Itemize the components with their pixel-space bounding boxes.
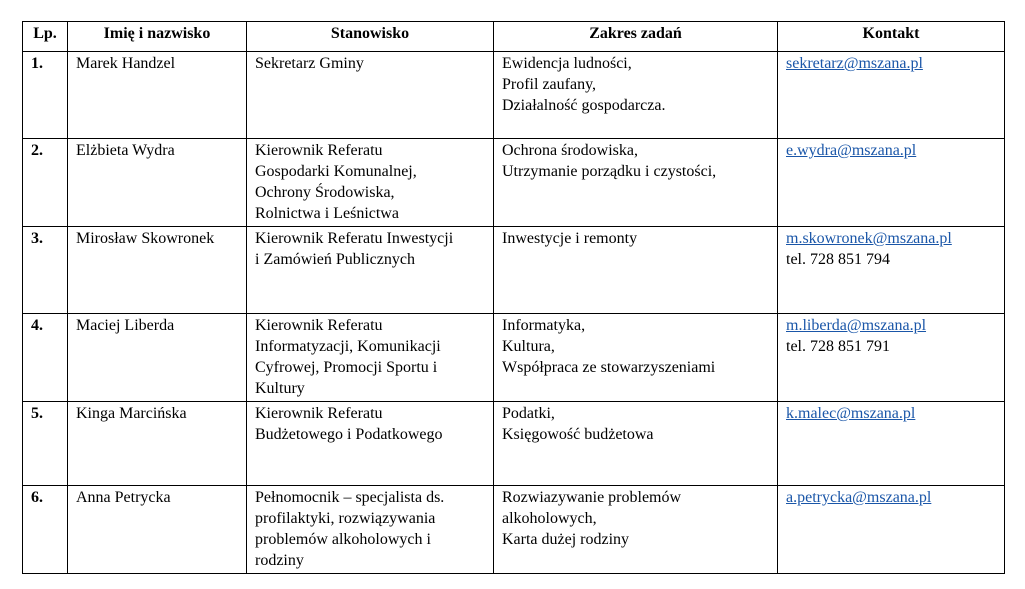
duty-line: Profil zaufany, xyxy=(502,76,597,93)
header-duties: Zakres zadań xyxy=(494,22,778,52)
position-cell xyxy=(247,139,494,227)
contact-cell xyxy=(778,314,1005,402)
header-row xyxy=(23,22,1005,52)
position-cell xyxy=(247,52,494,139)
table-row xyxy=(23,139,1005,227)
row-number: 1. xyxy=(23,52,68,139)
email-link[interactable]: a.petrycka@mszana.pl xyxy=(786,489,932,506)
position-line: problemów alkoholowych i xyxy=(255,531,431,548)
duty-line: Kultura, xyxy=(502,338,555,355)
duty-line: Utrzymanie porządku i czystości, xyxy=(502,163,717,180)
position-line: Kierownik Referatu Inwestycji xyxy=(255,230,454,247)
email-link[interactable]: m.liberda@mszana.pl xyxy=(786,317,927,334)
duties-cell xyxy=(494,402,778,486)
contact-cell xyxy=(778,402,1005,486)
position-line: Rolnictwa i Leśnictwa xyxy=(255,205,399,222)
position-line: Sekretarz Gminy xyxy=(255,55,364,72)
position-cell xyxy=(247,314,494,402)
person-name: Marek Handzel xyxy=(68,52,247,139)
duty-line: Współpraca ze stowarzyszeniami xyxy=(502,359,716,376)
person-name: Anna Petrycka xyxy=(68,486,247,574)
email-link[interactable]: k.malec@mszana.pl xyxy=(786,405,916,422)
table-row xyxy=(23,402,1005,486)
position-line: profilaktyki, rozwiązywania xyxy=(255,510,436,527)
row-number: 3. xyxy=(23,227,68,314)
table-row xyxy=(23,486,1005,574)
position-line: Pełnomocnik – specjalista ds. xyxy=(255,489,445,506)
header-lp: Lp. xyxy=(23,22,68,52)
duties-cell xyxy=(494,52,778,139)
duties-cell xyxy=(494,314,778,402)
email-link[interactable]: e.wydra@mszana.pl xyxy=(786,142,917,159)
duty-line: Ochrona środowiska, xyxy=(502,142,638,159)
contact-cell xyxy=(778,486,1005,574)
duty-line: Karta dużej rodziny xyxy=(502,531,630,548)
phone-number: tel. 728 851 791 xyxy=(786,338,890,355)
position-line: Gospodarki Komunalnej, xyxy=(255,163,417,180)
phone-number: tel. 728 851 794 xyxy=(786,251,890,268)
position-line: Kultury xyxy=(255,380,305,397)
position-line: Budżetowego i Podatkowego xyxy=(255,426,443,443)
position-line: Ochrony Środowiska, xyxy=(255,184,395,201)
table-row xyxy=(23,227,1005,314)
contact-cell xyxy=(778,227,1005,314)
position-line: Kierownik Referatu xyxy=(255,317,383,334)
header-position: Stanowisko xyxy=(247,22,494,52)
row-number: 4. xyxy=(23,314,68,402)
contact-cell xyxy=(778,52,1005,139)
header-name: Imię i nazwisko xyxy=(68,22,247,52)
duty-line: Rozwiazywanie problemów xyxy=(502,489,682,506)
duties-cell xyxy=(494,227,778,314)
row-number: 6. xyxy=(23,486,68,574)
header-contact: Kontakt xyxy=(778,22,1005,52)
position-line: rodziny xyxy=(255,552,304,569)
duty-line: Księgowość budżetowa xyxy=(502,426,654,443)
person-name: Elżbieta Wydra xyxy=(68,139,247,227)
table-row xyxy=(23,52,1005,139)
duty-line: Inwestycje i remonty xyxy=(502,230,638,247)
duties-cell xyxy=(494,486,778,574)
position-cell xyxy=(247,227,494,314)
duty-line: Działalność gospodarcza. xyxy=(502,97,666,114)
table-row xyxy=(23,314,1005,402)
row-number: 5. xyxy=(23,402,68,486)
position-line: Informatyzacji, Komunikacji xyxy=(255,338,441,355)
email-link[interactable]: m.skowronek@mszana.pl xyxy=(786,230,952,247)
position-line: Kierownik Referatu xyxy=(255,142,383,159)
position-line: Kierownik Referatu xyxy=(255,405,383,422)
person-name: Maciej Liberda xyxy=(68,314,247,402)
duty-line: Podatki, xyxy=(502,405,555,422)
staff-table xyxy=(22,21,1005,574)
duty-line: Ewidencja ludności, xyxy=(502,55,632,72)
row-number: 2. xyxy=(23,139,68,227)
position-line: Cyfrowej, Promocji Sportu i xyxy=(255,359,438,376)
position-cell xyxy=(247,486,494,574)
email-link[interactable]: sekretarz@mszana.pl xyxy=(786,55,923,72)
contact-cell xyxy=(778,139,1005,227)
duty-line: alkoholowych, xyxy=(502,510,597,527)
duty-line: Informatyka, xyxy=(502,317,586,334)
person-name: Kinga Marcińska xyxy=(68,402,247,486)
duties-cell xyxy=(494,139,778,227)
position-line: i Zamówień Publicznych xyxy=(255,251,415,268)
person-name: Mirosław Skowronek xyxy=(68,227,247,314)
position-cell xyxy=(247,402,494,486)
